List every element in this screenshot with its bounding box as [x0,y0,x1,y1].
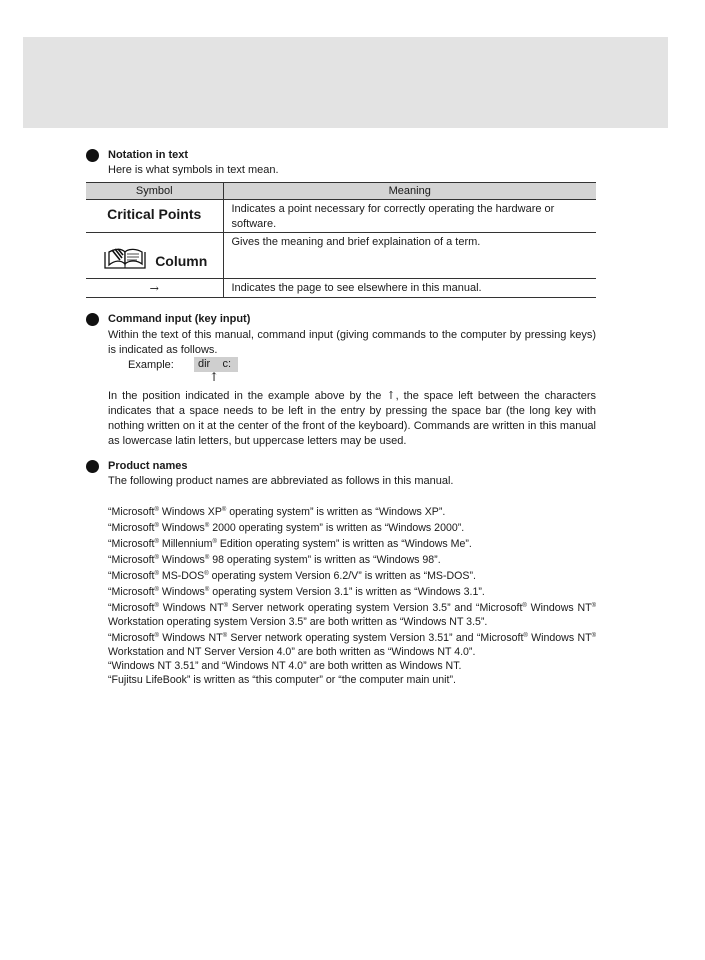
bullet-icon [86,313,99,326]
product-names-section [86,459,598,489]
list-item: “Microsoft® Windows® 2000 operating system” is written as “Windows 2000”. [108,522,465,534]
symbol-cell [86,233,223,279]
table-header-symbol: Symbol [86,183,223,200]
notation-table [86,182,596,298]
list-item: “Microsoft® MS-DOS® operating system Version 6.2/V” is written as “MS-DOS”. [108,570,476,582]
header-band [23,37,668,128]
list-item: “Microsoft® Windows NT® Server network operating system Version 3.51” and “Microsoft® Windows NT® Workstation and NT Server Version 4.0” are both written as “Windows NT 4.0”. [108,632,597,658]
product-names-list [108,503,596,687]
table-header-meaning: Meaning [223,183,596,200]
list-item: “Microsoft® Windows® operating system Version 3.1” is written as “Windows 3.1”. [108,586,485,598]
section-title: Product names [108,460,188,472]
column-label: Column [155,253,208,269]
table-row [86,200,596,233]
list-item: “Microsoft® Windows XP® operating system” is written as “Windows XP”. [108,506,446,518]
critical-points-label: Critical Points [107,206,202,222]
arrow-up-icon: ↑ [386,389,396,402]
list-item: “Windows NT 3.51” and “Windows NT 4.0” are both written as Windows NT. [108,660,462,672]
section-intro: Within the text of this manual, command input (giving commands to the computer by pressing keys) is indicated as follows. [108,329,596,356]
table-row [86,279,596,298]
meaning-cell: Indicates a point necessary for correctly operating the hardware or software. [223,200,596,233]
meaning-cell: Gives the meaning and brief explaination of a term. [223,233,596,279]
arrow-up-icon: ↑ [209,370,220,384]
list-item: “Microsoft® Millennium® Edition operating system” is written as “Windows Me”. [108,538,472,550]
section-intro: Here is what symbols in text mean. [108,164,279,176]
section-title: Command input (key input) [108,313,251,325]
table-row [86,233,596,279]
symbol-cell [86,279,223,298]
example-label: Example: [128,359,174,371]
command-input-section [86,312,598,356]
command-explanation: In the position indicated in the example above by the ↑, the space left between the characters indicates that a space needs to be left in the entry by pressing the space bar (the long key with nothing written on it at the center of the front of the keyboard). Commands are written in this manual as lowercase latin letters, but uppercase letters may be used. [108,389,596,447]
book-icon [101,246,149,277]
list-item: “Fujitsu LifeBook” is written as “this computer” or “the computer main unit”. [108,674,456,686]
list-item: “Microsoft® Windows NT® Server network operating system Version 3.5” and “Microsoft® Windows NT® Workstation operating system Version 3.5” are both written as “Windows NT 3.5”. [108,602,596,628]
notation-section [86,148,598,178]
arrow-right-icon: → [149,282,159,295]
bullet-icon [86,460,99,473]
section-title: Notation in text [108,149,189,161]
list-item: “Microsoft® Windows® 98 operating system” is written as “Windows 98”. [108,554,441,566]
example-command: dir c: [194,357,238,372]
bullet-icon [86,149,99,162]
meaning-cell: Indicates the page to see elsewhere in this manual. [223,279,596,298]
section-intro: The following product names are abbreviated as follows in this manual. [108,475,454,487]
symbol-cell [86,200,223,233]
